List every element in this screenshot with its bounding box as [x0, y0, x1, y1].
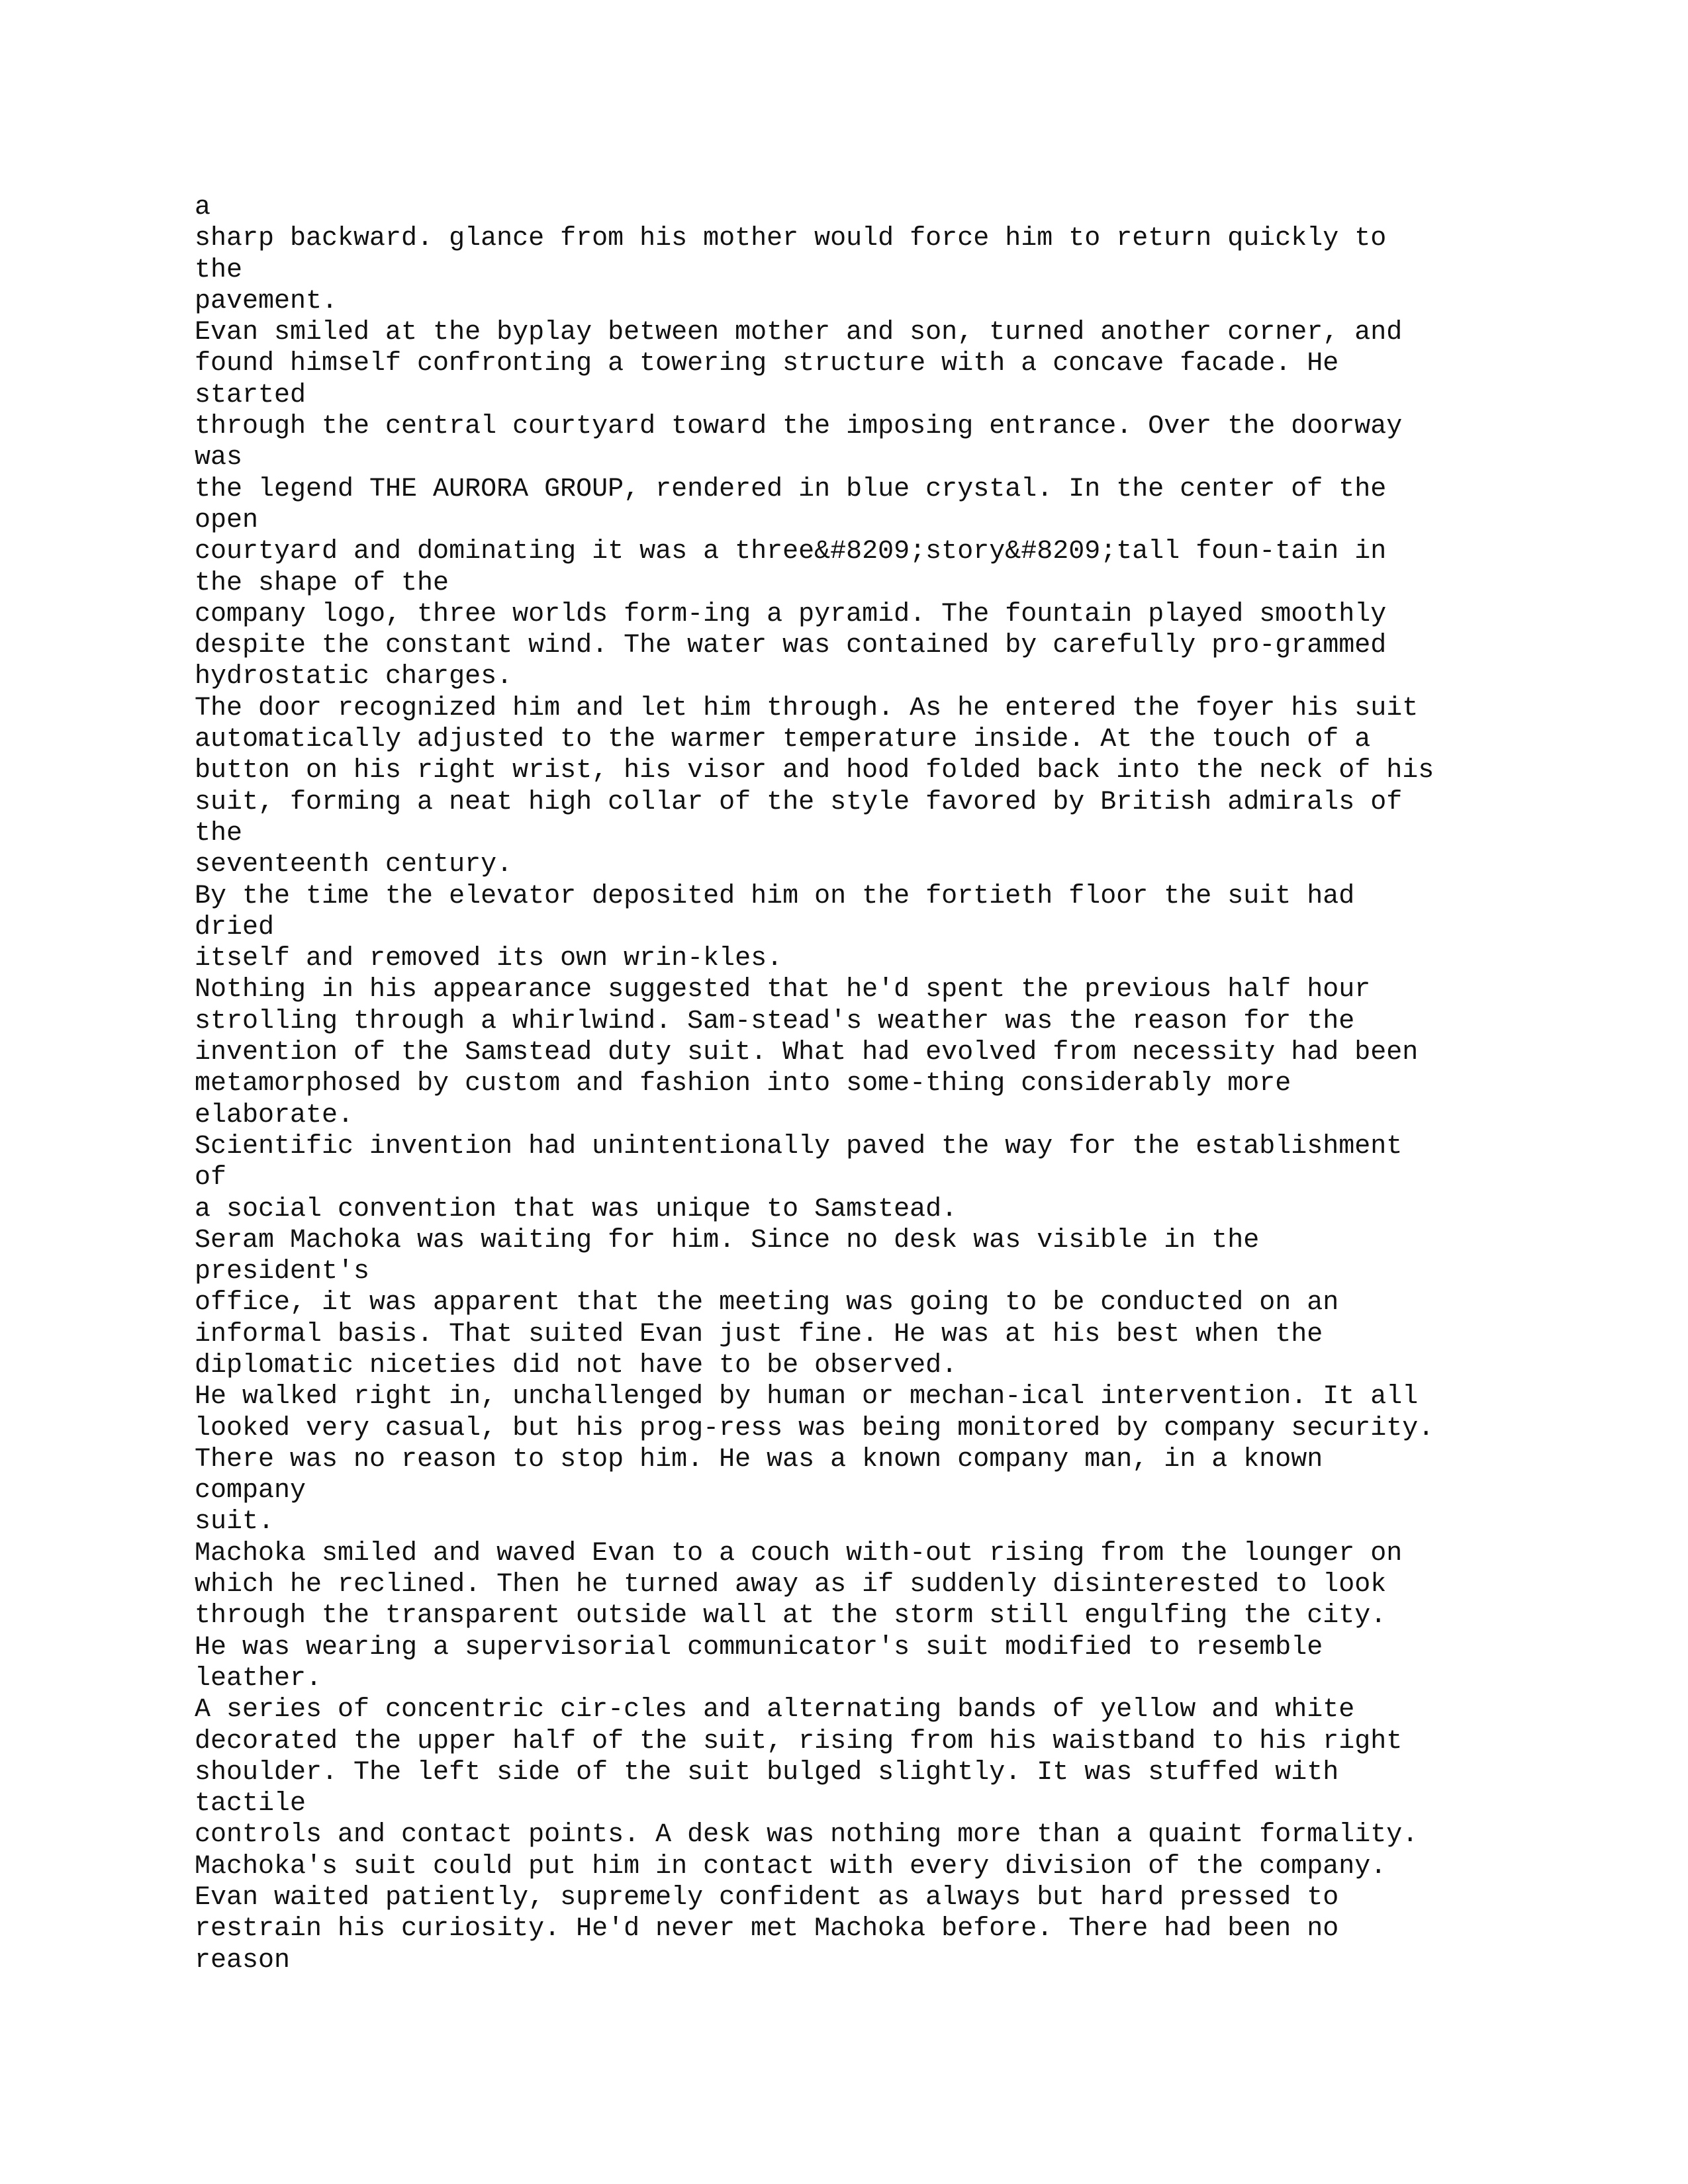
text-line: Seram Machoka was waiting for him. Since no desk was visible in the — [195, 1225, 1260, 1255]
text-line: started — [195, 380, 306, 410]
text-line: of — [195, 1163, 227, 1193]
text-line: the shape of the — [195, 568, 449, 598]
text-line: the legend THE AURORA GROUP, rendered in blue crystal. In the center of the — [195, 474, 1387, 504]
text-line: There was no reason to stop him. He was a known company man, in a known — [195, 1444, 1323, 1475]
text-line: By the time the elevator deposited him on the fortieth floor the suit had — [195, 881, 1355, 911]
text-line: despite the constant wind. The water was contained by carefully pro-grammed — [195, 631, 1387, 661]
text-line: found himself confronting a towering structure with a concave facade. He — [195, 349, 1339, 379]
text-line: button on his right wrist, his visor and hood folded back into the neck of his — [195, 756, 1434, 786]
text-line: elaborate. — [195, 1100, 354, 1130]
text-line: seventeenth century. — [195, 850, 513, 880]
text-line: He walked right in, unchallenged by human or mechan-ical intervention. It all — [195, 1382, 1419, 1412]
text-line: hydrostatic charges. — [195, 662, 513, 692]
text-line: A series of concentric cir-cles and alternating bands of yellow and white — [195, 1695, 1355, 1725]
text-line: decorated the upper half of the suit, rising from his waistband to his right — [195, 1726, 1403, 1756]
text-line: a — [195, 193, 211, 222]
text-line: was — [195, 443, 243, 473]
text-line: president's — [195, 1257, 370, 1287]
text-line: open — [195, 505, 259, 535]
text-line: diplomatic niceties did not have to be observed. — [195, 1350, 958, 1381]
text-line: Nothing in his appearance suggested that he'd spent the previous half hour — [195, 975, 1371, 1005]
text-line: strolling through a whirlwind. Sam-stead's weather was the reason for the — [195, 1006, 1355, 1036]
text-line: the — [195, 818, 243, 848]
text-line: sharp backward. glance from his mother would force him to return quickly to — [195, 224, 1387, 254]
text-line: pavement. — [195, 286, 338, 316]
text-line: suit, forming a neat high collar of the style favored by British admirals of — [195, 787, 1403, 817]
text-line: itself and removed its own wrin-kles. — [195, 944, 783, 974]
text-line: Evan smiled at the byplay between mother and son, turned another corner, and — [195, 318, 1403, 348]
body-text — [195, 192, 1519, 1976]
text-line: courtyard and dominating it was a three&#8209;story&#8209;tall foun-tain in — [195, 537, 1387, 567]
text-line: looked very casual, but his prog-ress was being monitored by company security. — [195, 1413, 1434, 1443]
text-line: dried — [195, 912, 275, 942]
text-line: Scientific invention had unintentionally paved the way for the establishment — [195, 1131, 1403, 1161]
text-line: informal basis. That suited Evan just fine. He was at his best when the — [195, 1319, 1323, 1349]
text-line: automatically adjusted to the warmer temperature inside. At the touch of a — [195, 725, 1371, 755]
text-line: Machoka's suit could put him in contact with every division of the company. — [195, 1851, 1387, 1882]
text-line: the — [195, 255, 243, 285]
text-line: metamorphosed by custom and fashion into some-thing considerably more — [195, 1069, 1291, 1099]
text-line: suit. — [195, 1507, 275, 1537]
text-line: reason — [195, 1945, 291, 1976]
text-line: controls and contact points. A desk was nothing more than a quaint formality. — [195, 1820, 1419, 1850]
text-line: company logo, three worlds form-ing a pyramid. The fountain played smoothly — [195, 599, 1387, 629]
text-line: a social convention that was unique to Samstead. — [195, 1194, 958, 1224]
text-line: which he reclined. Then he turned away as if suddenly disinterested to look — [195, 1570, 1387, 1600]
text-line: Machoka smiled and waved Evan to a couch with-out rising from the lounger on — [195, 1538, 1403, 1569]
text-line: He was wearing a supervisorial communicator's suit modified to resemble — [195, 1632, 1323, 1662]
text-line: company — [195, 1476, 306, 1506]
text-line: office, it was apparent that the meeting was going to be conducted on an — [195, 1288, 1339, 1318]
text-line: restrain his curiosity. He'd never met Machoka before. There had been no — [195, 1914, 1339, 1944]
text-line: shoulder. The left side of the suit bulged slightly. It was stuffed with — [195, 1757, 1339, 1788]
text-line: through the central courtyard toward the imposing entrance. Over the doorway — [195, 412, 1403, 442]
text-line: The door recognized him and let him through. As he entered the foyer his suit — [195, 693, 1419, 723]
text-line: leather. — [195, 1663, 322, 1694]
text-line: Evan waited patiently, supremely confident as always but hard pressed to — [195, 1883, 1339, 1913]
text-line: invention of the Samstead duty suit. What had evolved from necessity had been — [195, 1038, 1419, 1068]
text-line: tactile — [195, 1789, 306, 1819]
text-line: through the transparent outside wall at the storm still engulfing the city. — [195, 1601, 1387, 1631]
